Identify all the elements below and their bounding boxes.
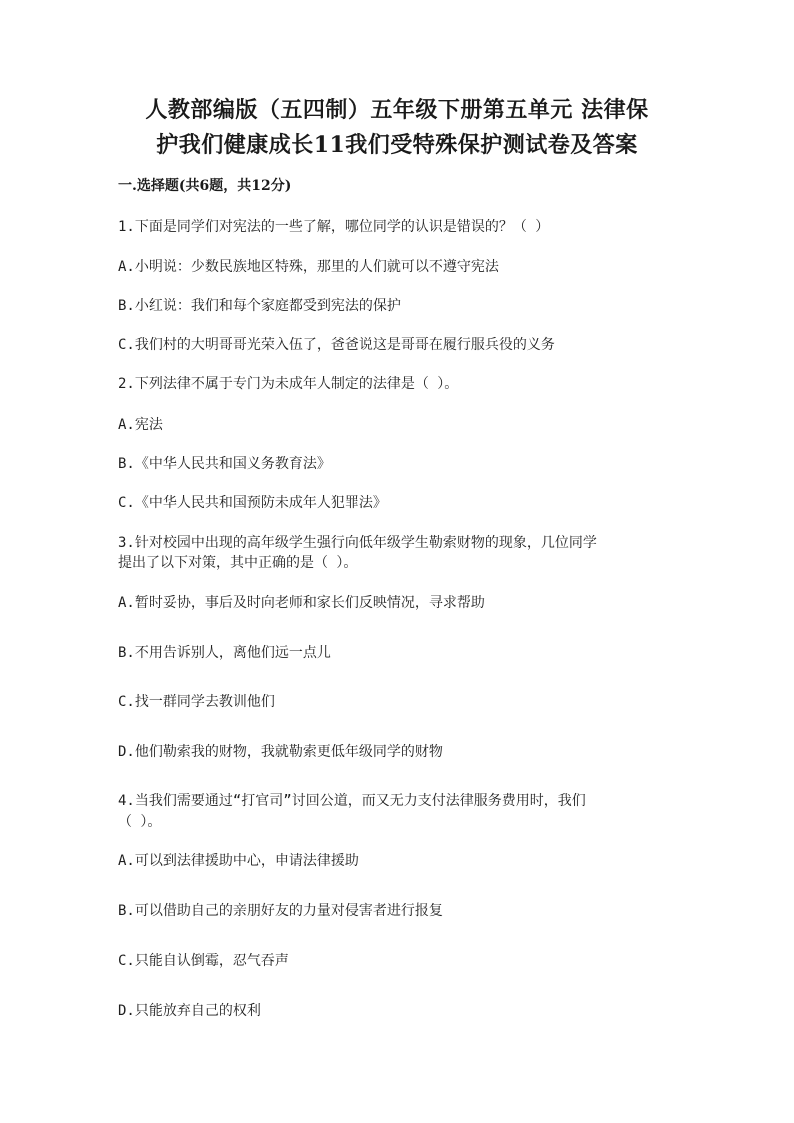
document-title-line-2: 护我们健康成长11我们受特殊保护测试卷及答案 bbox=[156, 132, 638, 158]
question-1-option-b: B.小红说：我们和每个家庭都受到宪法的保护 bbox=[118, 298, 401, 314]
question-3-option-a: A.暂时妥协，事后及时向老师和家长们反映情况，寻求帮助 bbox=[118, 595, 485, 611]
question-4-stem-line-2: （ ）。 bbox=[118, 814, 162, 830]
document-title-line-1: 人教部编版（五四制）五年级下册第五单元 法律保 bbox=[145, 97, 649, 123]
question-4-option-b: B.可以借助自己的亲朋好友的力量对侵害者进行报复 bbox=[118, 903, 443, 919]
question-4-option-d: D.只能放弃自己的权利 bbox=[118, 1003, 261, 1019]
question-2-option-a: A.宪法 bbox=[118, 417, 163, 433]
question-3-option-b: B.不用告诉别人，离他们远一点儿 bbox=[118, 645, 331, 661]
question-3-stem-line-2: 提出了以下对策，其中正确的是（ ）。 bbox=[118, 555, 358, 571]
section-heading-multiple-choice: 一.选择题(共6题，共12分) bbox=[118, 178, 292, 194]
question-4-option-c: C.只能自认倒霉，忍气吞声 bbox=[118, 953, 289, 969]
question-2-option-c: C.《中华人民共和国预防未成年人犯罪法》 bbox=[118, 495, 387, 511]
question-3-option-c: C.找一群同学去教训他们 bbox=[118, 694, 275, 710]
question-3-option-d: D.他们勒索我的财物，我就勒索更低年级同学的财物 bbox=[118, 744, 443, 760]
question-1-option-a: A.小明说：少数民族地区特殊，那里的人们就可以不遵守宪法 bbox=[118, 259, 499, 275]
question-4-stem-line-1: 4.当我们需要通过“打官司”讨回公道，而又无力支付法律服务费用时，我们 bbox=[118, 793, 586, 809]
question-2-stem: 2.下列法律不属于专门为未成年人制定的法律是（ ）。 bbox=[118, 376, 459, 392]
question-2-option-b: B.《中华人民共和国义务教育法》 bbox=[118, 456, 331, 472]
question-1-stem: 1.下面是同学们对宪法的一些了解，哪位同学的认识是错误的？（ ） bbox=[118, 219, 550, 235]
question-3-stem-line-1: 3.针对校园中出现的高年级学生强行向低年级学生勒索财物的现象，几位同学 bbox=[118, 535, 597, 551]
question-4-option-a: A.可以到法律援助中心，申请法律援助 bbox=[118, 853, 359, 869]
question-1-option-c: C.我们村的大明哥哥光荣入伍了，爸爸说这是哥哥在履行服兵役的义务 bbox=[118, 337, 555, 353]
